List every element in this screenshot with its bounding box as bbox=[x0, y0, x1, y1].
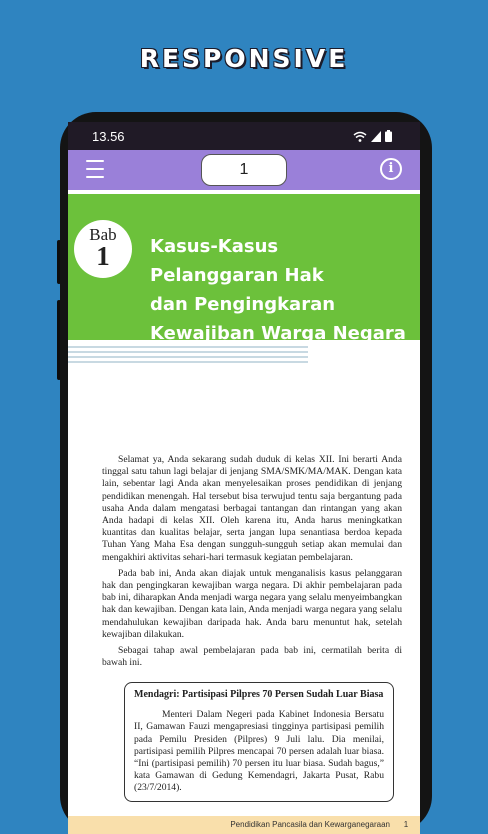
paragraph: Selamat ya, Anda sekarang sudah duduk di kelas XII. Ini berarti Anda tinggal satu tahun lagi belajar di jenjang SMA/SMK/MA/MAK. Dengan kata lain, sebentar lagi Anda akan menyelesaikan proses pendidikan di jenjang pendidikan menengah. Hal tersebut bisa terwujud tentu saja bergantung pada usaha Anda dalam mengatasi berbagai tantangan dan rintangan yang akan Anda hadapi di kelas XII. Oleh karena itu, Anda harus meningkatkan kuantitas dan kualitas belajar, serta jangan lupa senantiasa berdoa kepada Tuhan Yang Maha Esa dengan sungguh-sungguh setiap akan memulai dan mengakhiri aktivitas sehari-hari termasuk kegiatan pembelajaran. bbox=[102, 454, 402, 563]
phone-screen bbox=[68, 122, 420, 829]
app-toolbar bbox=[68, 150, 420, 190]
news-body: Menteri Dalam Negeri pada Kabinet Indonesia Bersatu II, Gamawan Fauzi mengapresiasi tingginya partisipasi pemilih pada Pemilu Presiden (Pilpres) 9 Juli lalu. Dia menilai, partisipasi pemilih Pilpres mencapai 70 persen adalah luar biasa. “Ini (partisipasi pemilih) 70 persen itu luar biasa. Sudah bagus,” kata Gamawan di Gedung Kemendagri, Jakarta Pusat, Rabu (23/7/2014). bbox=[134, 709, 384, 794]
chapter-banner bbox=[68, 194, 420, 344]
chapter-title-line: Kasus-Kasus bbox=[150, 236, 279, 257]
chapter-badge-word: Bab bbox=[89, 225, 117, 244]
page-footer: Pendidikan Pancasila dan Kewarganegaraan bbox=[68, 816, 420, 834]
news-title: Mendagri: Partisipasi Pilpres 70 Persen Sudah Luar Biasa bbox=[134, 689, 384, 700]
paragraph: Pada bab ini, Anda akan diajak untuk menganalisis kasus pelanggaran hak dan pengingkaran kewajiban warga negara. Di akhir pembelajaran pada bab ini, diharapkan Anda menjadi warga negara yang selalu menyeimbangkan hak dan kewajiban. Dengan kata lain, Anda menjadi warga negara yang selalu mendahulukan kewajiban daripada hak. Anda baru menuntut hak, setelah kewajiban dilakukan. bbox=[102, 567, 402, 640]
wifi-icon bbox=[353, 131, 367, 142]
news-box bbox=[124, 682, 394, 802]
chapter-title-line: Pelanggaran Hak bbox=[150, 265, 324, 286]
footer-page-number: 1 bbox=[403, 820, 409, 829]
chapter-intro bbox=[102, 454, 402, 673]
chapter-title bbox=[150, 232, 406, 348]
page-number-input[interactable]: 1 bbox=[201, 154, 287, 186]
status-time: 13.56 bbox=[92, 128, 125, 144]
book-page[interactable] bbox=[68, 190, 420, 829]
info-icon[interactable]: i bbox=[380, 158, 402, 180]
chapter-title-line: dan Pengingkaran bbox=[150, 294, 336, 315]
status-bar bbox=[68, 122, 420, 150]
paragraph: Sebagai tahap awal pembelajaran pada bab ini, cermatilah berita di bawah ini. bbox=[102, 645, 402, 669]
chapter-badge bbox=[74, 220, 132, 278]
chapter-badge-number: 1 bbox=[96, 241, 110, 271]
menu-icon[interactable] bbox=[86, 160, 104, 178]
battery-icon bbox=[385, 130, 392, 142]
promo-headline: RESPONSIVE bbox=[139, 44, 349, 73]
banner-stripes bbox=[68, 346, 308, 366]
chapter-title-line: Kewajiban Warga Negara bbox=[150, 323, 406, 344]
status-icons bbox=[353, 130, 392, 142]
signal-icon bbox=[371, 131, 381, 142]
